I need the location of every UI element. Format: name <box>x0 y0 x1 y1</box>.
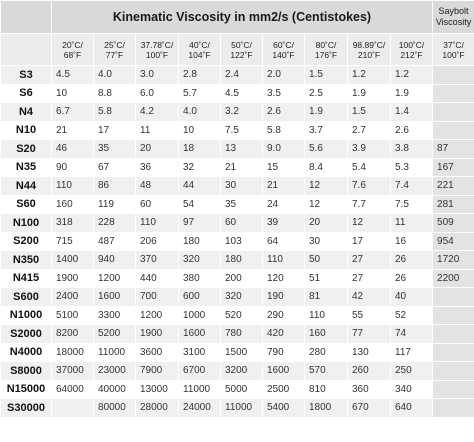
viscosity-cell: 5.8 <box>94 103 136 122</box>
viscosity-cell: 3.5 <box>263 84 305 103</box>
viscosity-cell: 4.0 <box>179 103 221 122</box>
table-row <box>1 288 474 307</box>
viscosity-cell: 103 <box>221 232 263 251</box>
viscosity-cell: 35 <box>221 195 263 214</box>
row-label: N1000 <box>1 306 52 325</box>
column-header-fahrenheit: 104˚F <box>188 49 211 60</box>
viscosity-cell: 1600 <box>263 362 305 381</box>
viscosity-cell: 27 <box>348 251 391 270</box>
viscosity-cell: 2500 <box>263 380 305 399</box>
row-label: N4000 <box>1 343 52 362</box>
table-row <box>1 121 474 140</box>
viscosity-cell: 21 <box>52 121 94 140</box>
viscosity-cell: 26 <box>391 251 433 270</box>
table-row <box>1 251 474 270</box>
viscosity-cell: 360 <box>348 380 391 399</box>
column-header <box>179 34 221 66</box>
viscosity-cell: 48 <box>136 177 179 196</box>
column-header-fahrenheit: 68˚F <box>63 49 82 60</box>
viscosity-cell: 2.6 <box>391 121 433 140</box>
row-label: N415 <box>1 269 52 288</box>
viscosity-cell: 1600 <box>94 288 136 307</box>
viscosity-cell: 35 <box>94 140 136 159</box>
viscosity-cell: 3.7 <box>305 121 348 140</box>
viscosity-cell: 52 <box>391 306 433 325</box>
table-row <box>1 399 474 418</box>
viscosity-cell: 7900 <box>136 362 179 381</box>
viscosity-cell: 2400 <box>52 288 94 307</box>
table-row <box>1 362 474 381</box>
viscosity-cell: 4.5 <box>52 66 94 85</box>
viscosity-cell: 28000 <box>136 399 179 418</box>
viscosity-cell: 1200 <box>136 306 179 325</box>
saybolt-cell <box>433 121 474 140</box>
viscosity-cell: 600 <box>179 288 221 307</box>
viscosity-cell: 110 <box>52 177 94 196</box>
saybolt-cell <box>433 306 474 325</box>
viscosity-cell: 1.9 <box>348 84 391 103</box>
column-header <box>263 34 305 66</box>
viscosity-cell: 2.7 <box>348 121 391 140</box>
viscosity-cell: 3.8 <box>391 140 433 159</box>
table-row <box>1 140 474 159</box>
row-label: S200 <box>1 232 52 251</box>
viscosity-cell: 81 <box>305 288 348 307</box>
row-label: N15000 <box>1 380 52 399</box>
viscosity-cell: 80000 <box>94 399 136 418</box>
viscosity-cell: 4.5 <box>221 84 263 103</box>
column-header-celsius: 80˚C/ <box>315 39 337 50</box>
viscosity-cell: 23000 <box>94 362 136 381</box>
viscosity-cell: 7.7 <box>348 195 391 214</box>
column-header-fahrenheit: 210˚F <box>357 49 381 60</box>
viscosity-cell: 8.4 <box>305 158 348 177</box>
viscosity-cell: 60 <box>136 195 179 214</box>
viscosity-cell: 8.8 <box>94 84 136 103</box>
viscosity-cell: 20 <box>136 140 179 159</box>
viscosity-cell: 200 <box>221 269 263 288</box>
row-label: S3 <box>1 66 52 85</box>
viscosity-cell: 12 <box>305 177 348 196</box>
viscosity-cell: 13000 <box>136 380 179 399</box>
viscosity-cell: 8200 <box>52 325 94 344</box>
column-header <box>305 34 348 66</box>
viscosity-cell: 39 <box>263 214 305 233</box>
row-label: N100 <box>1 214 52 233</box>
viscosity-cell: 5100 <box>52 306 94 325</box>
column-header-fahrenheit: 122˚F <box>230 49 253 60</box>
viscosity-cell: 64 <box>263 232 305 251</box>
saybolt-cell <box>433 343 474 362</box>
saybolt-title: Saybolt Viscosity <box>433 1 474 34</box>
viscosity-cell: 570 <box>305 362 348 381</box>
column-header-celsius: 100˚C/ <box>398 39 425 50</box>
saybolt-cell <box>433 362 474 381</box>
viscosity-cell: 6.0 <box>136 84 179 103</box>
saybolt-cell <box>433 84 474 103</box>
viscosity-cell: 12 <box>348 214 391 233</box>
column-header <box>433 34 474 66</box>
table-title: Kinematic Viscosity in mm2/s (Centistokes) <box>52 1 433 34</box>
viscosity-cell: 1.5 <box>305 66 348 85</box>
viscosity-cell: 1500 <box>221 343 263 362</box>
viscosity-cell: 51 <box>305 269 348 288</box>
viscosity-cell: 940 <box>94 251 136 270</box>
table-row <box>1 195 474 214</box>
column-header <box>136 34 179 66</box>
column-header <box>391 34 433 66</box>
viscosity-cell: 1900 <box>136 325 179 344</box>
viscosity-cell: 160 <box>52 195 94 214</box>
viscosity-cell: 440 <box>136 269 179 288</box>
row-label: S30000 <box>1 399 52 418</box>
viscosity-cell: 780 <box>221 325 263 344</box>
viscosity-cell: 380 <box>179 269 221 288</box>
column-header-celsius: 40˚C/ <box>189 39 210 50</box>
viscosity-cell: 40000 <box>94 380 136 399</box>
viscosity-cell: 700 <box>136 288 179 307</box>
viscosity-cell: 3600 <box>136 343 179 362</box>
row-label: S20 <box>1 140 52 159</box>
viscosity-cell: 5400 <box>263 399 305 418</box>
viscosity-cell: 117 <box>391 343 433 362</box>
viscosity-cell: 10 <box>179 121 221 140</box>
viscosity-cell: 3.0 <box>136 66 179 85</box>
viscosity-cell: 110 <box>305 306 348 325</box>
viscosity-cell: 2.0 <box>263 66 305 85</box>
column-header-fahrenheit: 176˚F <box>314 49 338 60</box>
viscosity-cell <box>52 399 94 418</box>
saybolt-cell: 167 <box>433 158 474 177</box>
viscosity-cell: 26 <box>391 269 433 288</box>
viscosity-cell: 3200 <box>221 362 263 381</box>
viscosity-cell: 97 <box>179 214 221 233</box>
viscosity-cell: 54 <box>179 195 221 214</box>
saybolt-cell: 954 <box>433 232 474 251</box>
viscosity-cell: 320 <box>221 288 263 307</box>
viscosity-cell: 5.8 <box>263 121 305 140</box>
viscosity-cell: 24 <box>263 195 305 214</box>
viscosity-cell: 2.6 <box>263 103 305 122</box>
viscosity-cell: 1400 <box>52 251 94 270</box>
column-header-celsius: 37˚C/ <box>443 39 464 50</box>
table-body <box>1 66 474 418</box>
column-header-fahrenheit: 140˚F <box>272 49 295 60</box>
viscosity-cell: 17 <box>94 121 136 140</box>
viscosity-cell: 74 <box>391 325 433 344</box>
table-row <box>1 84 474 103</box>
viscosity-cell: 810 <box>305 380 348 399</box>
viscosity-cell: 1.9 <box>305 103 348 122</box>
table-row <box>1 325 474 344</box>
viscosity-cell: 37000 <box>52 362 94 381</box>
viscosity-cell: 228 <box>94 214 136 233</box>
saybolt-cell: 2200 <box>433 269 474 288</box>
viscosity-cell: 130 <box>348 343 391 362</box>
viscosity-cell: 1000 <box>179 306 221 325</box>
row-label: S600 <box>1 288 52 307</box>
viscosity-cell: 16 <box>391 232 433 251</box>
corner-cell <box>1 1 52 34</box>
viscosity-cell: 7.6 <box>348 177 391 196</box>
viscosity-cell: 1.9 <box>391 84 433 103</box>
column-header-celsius: 50˚C/ <box>231 39 252 50</box>
viscosity-cell: 9.0 <box>263 140 305 159</box>
viscosity-cell: 5200 <box>94 325 136 344</box>
viscosity-cell: 86 <box>94 177 136 196</box>
row-label: N10 <box>1 121 52 140</box>
saybolt-cell: 509 <box>433 214 474 233</box>
viscosity-cell: 11000 <box>94 343 136 362</box>
saybolt-cell: 1720 <box>433 251 474 270</box>
viscosity-cell: 7.5 <box>391 195 433 214</box>
viscosity-cell: 50 <box>305 251 348 270</box>
viscosity-cell: 3300 <box>94 306 136 325</box>
saybolt-cell <box>433 399 474 418</box>
viscosity-cell: 1600 <box>179 325 221 344</box>
viscosity-cell: 67 <box>94 158 136 177</box>
viscosity-cell: 32 <box>179 158 221 177</box>
row-label: S6 <box>1 84 52 103</box>
column-header-fahrenheit: 212˚F <box>400 49 423 60</box>
saybolt-cell <box>433 325 474 344</box>
title-row <box>1 1 474 34</box>
saybolt-cell: 221 <box>433 177 474 196</box>
row-label: N350 <box>1 251 52 270</box>
viscosity-cell: 1.2 <box>391 66 433 85</box>
viscosity-cell: 110 <box>136 214 179 233</box>
viscosity-cell: 340 <box>391 380 433 399</box>
viscosity-cell: 18 <box>179 140 221 159</box>
viscosity-cell: 670 <box>348 399 391 418</box>
viscosity-cell: 640 <box>391 399 433 418</box>
table-row <box>1 66 474 85</box>
viscosity-cell: 5.7 <box>179 84 221 103</box>
column-header-celsius: 37.78˚C/ <box>140 39 174 50</box>
column-header <box>94 34 136 66</box>
viscosity-cell: 420 <box>263 325 305 344</box>
viscosity-cell: 36 <box>136 158 179 177</box>
viscosity-cell: 4.2 <box>136 103 179 122</box>
row-label: N35 <box>1 158 52 177</box>
viscosity-cell: 1.4 <box>391 103 433 122</box>
viscosity-cell: 11 <box>136 121 179 140</box>
table-row <box>1 269 474 288</box>
table-row <box>1 103 474 122</box>
viscosity-cell: 21 <box>221 158 263 177</box>
viscosity-cell: 11000 <box>221 399 263 418</box>
viscosity-cell: 2.8 <box>179 66 221 85</box>
viscosity-cell: 4.0 <box>94 66 136 85</box>
viscosity-cell: 3.2 <box>221 103 263 122</box>
saybolt-cell: 87 <box>433 140 474 159</box>
viscosity-cell: 11 <box>391 214 433 233</box>
viscosity-cell: 2.4 <box>221 66 263 85</box>
viscosity-cell: 250 <box>391 362 433 381</box>
table-row <box>1 232 474 251</box>
table-row <box>1 177 474 196</box>
viscosity-cell: 30 <box>221 177 263 196</box>
viscosity-cell: 7.4 <box>391 177 433 196</box>
viscosity-cell: 160 <box>305 325 348 344</box>
saybolt-cell: 281 <box>433 195 474 214</box>
row-label: N44 <box>1 177 52 196</box>
viscosity-cell: 487 <box>94 232 136 251</box>
viscosity-cell: 206 <box>136 232 179 251</box>
saybolt-cell <box>433 103 474 122</box>
viscosity-cell: 42 <box>348 288 391 307</box>
table-row <box>1 214 474 233</box>
viscosity-cell: 1900 <box>52 269 94 288</box>
row-label: S8000 <box>1 362 52 381</box>
column-header <box>348 34 391 66</box>
viscosity-cell: 15 <box>263 158 305 177</box>
viscosity-cell: 715 <box>52 232 94 251</box>
viscosity-cell: 280 <box>305 343 348 362</box>
column-header-celsius: 25˚C/ <box>104 39 125 50</box>
viscosity-cell: 1200 <box>94 269 136 288</box>
viscosity-cell: 90 <box>52 158 94 177</box>
viscosity-cell: 320 <box>179 251 221 270</box>
viscosity-cell: 190 <box>263 288 305 307</box>
column-header <box>52 34 94 66</box>
viscosity-cell: 260 <box>348 362 391 381</box>
viscosity-cell: 120 <box>263 269 305 288</box>
column-header-celsius: 98.89˚C/ <box>352 39 386 50</box>
viscosity-cell: 44 <box>179 177 221 196</box>
viscosity-cell: 55 <box>348 306 391 325</box>
viscosity-cell: 5.3 <box>391 158 433 177</box>
row-label: S2000 <box>1 325 52 344</box>
viscosity-cell: 77 <box>348 325 391 344</box>
viscosity-cell: 6.7 <box>52 103 94 122</box>
viscosity-cell: 10 <box>52 84 94 103</box>
column-header-celsius: 20˚C/ <box>62 39 83 50</box>
viscosity-cell: 60 <box>221 214 263 233</box>
viscosity-cell: 5.6 <box>305 140 348 159</box>
column-header-fahrenheit: 77˚F <box>105 49 124 60</box>
viscosity-cell: 119 <box>94 195 136 214</box>
table-row <box>1 158 474 177</box>
row-label: S60 <box>1 195 52 214</box>
viscosity-cell: 1.2 <box>348 66 391 85</box>
viscosity-cell: 12 <box>305 195 348 214</box>
viscosity-cell: 11000 <box>179 380 221 399</box>
viscosity-cell: 46 <box>52 140 94 159</box>
viscosity-cell: 24000 <box>179 399 221 418</box>
viscosity-cell: 17 <box>348 232 391 251</box>
saybolt-cell <box>433 66 474 85</box>
viscosity-cell: 18000 <box>52 343 94 362</box>
row-label: N4 <box>1 103 52 122</box>
table-row <box>1 343 474 362</box>
viscosity-cell: 790 <box>263 343 305 362</box>
header-row <box>1 34 474 66</box>
viscosity-cell: 20 <box>305 214 348 233</box>
viscosity-cell: 5000 <box>221 380 263 399</box>
viscosity-cell: 1800 <box>305 399 348 418</box>
viscosity-cell: 110 <box>263 251 305 270</box>
viscosity-cell: 64000 <box>52 380 94 399</box>
viscosity-cell: 2.5 <box>305 84 348 103</box>
viscosity-cell: 180 <box>179 232 221 251</box>
viscosity-cell: 520 <box>221 306 263 325</box>
viscosity-cell: 1.5 <box>348 103 391 122</box>
viscosity-cell: 30 <box>305 232 348 251</box>
viscosity-cell: 7.5 <box>221 121 263 140</box>
viscosity-cell: 370 <box>136 251 179 270</box>
viscosity-cell: 290 <box>263 306 305 325</box>
viscosity-cell: 3100 <box>179 343 221 362</box>
viscosity-cell: 21 <box>263 177 305 196</box>
table-row <box>1 380 474 399</box>
viscosity-cell: 6700 <box>179 362 221 381</box>
saybolt-cell <box>433 288 474 307</box>
viscosity-cell: 180 <box>221 251 263 270</box>
corner-cell <box>1 34 52 66</box>
viscosity-cell: 40 <box>391 288 433 307</box>
viscosity-cell: 27 <box>348 269 391 288</box>
viscosity-cell: 3.9 <box>348 140 391 159</box>
table-row <box>1 306 474 325</box>
column-header-fahrenheit: 100˚F <box>442 49 465 60</box>
column-header <box>221 34 263 66</box>
column-header-celsius: 60˚C/ <box>273 39 294 50</box>
viscosity-cell: 318 <box>52 214 94 233</box>
viscosity-cell: 13 <box>221 140 263 159</box>
saybolt-cell <box>433 380 474 399</box>
viscosity-cell: 5.4 <box>348 158 391 177</box>
column-header-fahrenheit: 100˚F <box>145 49 169 60</box>
